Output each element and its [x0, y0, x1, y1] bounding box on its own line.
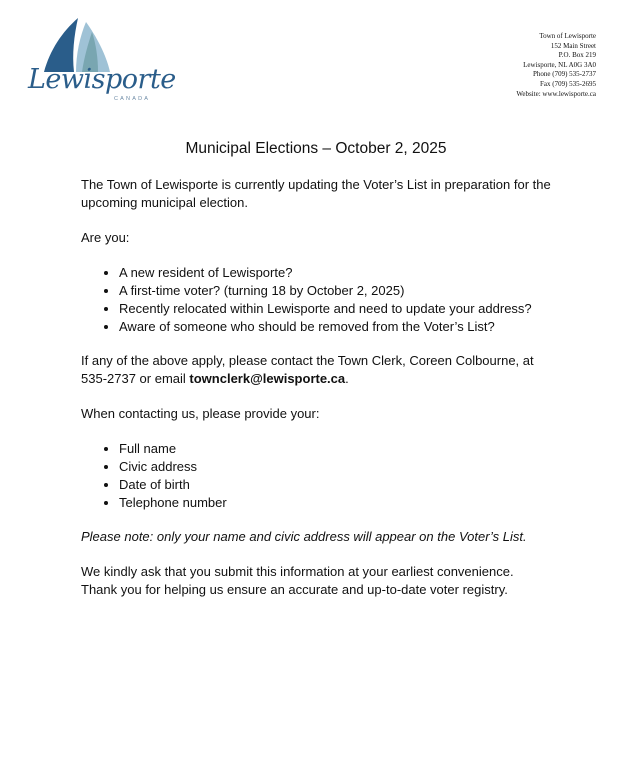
closing-line: We kindly ask that you submit this information at your earliest convenience. — [81, 564, 514, 579]
contact-suffix: . — [345, 371, 349, 386]
questions-list — [81, 264, 551, 336]
logo-wordmark: Lewisporte — [28, 64, 176, 95]
list-item: • Full name — [119, 440, 551, 458]
list-item: • Aware of someone who should be removed from the Voter’s List? — [119, 318, 551, 336]
address-line: Fax (709) 535-2695 — [540, 79, 596, 88]
logo-subtitle: CANADA — [114, 96, 151, 102]
address-line: Lewisporte, NL A0G 3A0 — [523, 60, 596, 69]
closing-line: Thank you for helping us ensure an accurate and up-to-date voter registry. — [81, 582, 508, 597]
town-address-block — [516, 32, 596, 99]
privacy-note: Please note: only your name and civic address will appear on the Voter’s List. — [81, 529, 527, 544]
provide-list — [81, 440, 551, 512]
list-item: • A new resident of Lewisporte? — [119, 264, 551, 282]
address-line: P.O. Box 219 — [558, 51, 596, 60]
list-item: • Telephone number — [119, 494, 551, 512]
question-heading: Are you: — [81, 230, 130, 245]
document-title: Municipal Elections – October 2, 2025 — [185, 140, 447, 157]
provide-heading: When contacting us, please provide your: — [81, 406, 320, 421]
list-item: • Recently relocated within Lewisporte and need to update your address? — [119, 300, 551, 318]
letter-body — [81, 140, 551, 616]
contact-text: If any of the above apply, please contact the Town Clerk, Coreen Colbourne, at 535-2737 or email — [81, 353, 534, 386]
closing-paragraph — [81, 563, 551, 599]
intro-paragraph: The Town of Lewisporte is currently updating the Voter’s List in preparation for the upcoming municipal election. — [81, 177, 551, 210]
list-item: • A first-time voter? (turning 18 by October 2, 2025) — [119, 282, 551, 300]
address-line-website: Website: www.lewisporte.ca — [516, 89, 596, 98]
list-item: • Date of birth — [119, 476, 551, 494]
list-item: • Civic address — [119, 458, 551, 476]
address-line: 152 Main Street — [550, 41, 596, 50]
address-line: Town of Lewisporte — [539, 32, 596, 40]
contact-email-link[interactable]: townclerk@lewisporte.ca — [189, 371, 346, 386]
contact-paragraph — [81, 352, 551, 388]
address-line: Phone (709) 535-2737 — [533, 70, 596, 79]
